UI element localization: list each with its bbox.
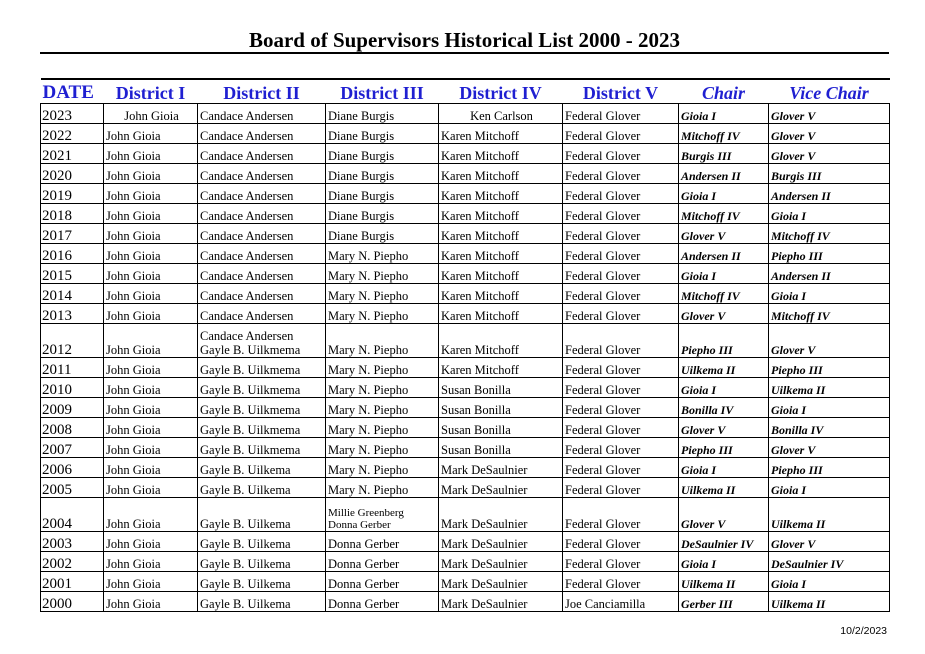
cell-district-1: John Gioia: [104, 458, 198, 478]
cell-district-2: [198, 144, 326, 164]
cell-district-1: John Gioia: [104, 244, 198, 264]
cell-year: 2020: [41, 164, 104, 184]
cell-district-2: [198, 358, 326, 378]
cell-year: 2023: [41, 104, 104, 124]
cell-district-5: Federal Glover: [563, 458, 679, 478]
cell-year: 2005: [41, 478, 104, 498]
historical-table: [40, 78, 890, 612]
cell-district-5: Federal Glover: [563, 184, 679, 204]
cell-district-1: John Gioia: [104, 164, 198, 184]
cell-district-1: John Gioia: [104, 184, 198, 204]
cell-district-5: Federal Glover: [563, 398, 679, 418]
cell-district-1: John Gioia: [104, 284, 198, 304]
cell-district-3: [326, 144, 439, 164]
cell-year: 2017: [41, 224, 104, 244]
cell-year: 2003: [41, 532, 104, 552]
cell-district-2-name: Gayle B. Uilkmema: [200, 443, 301, 457]
cell-district-5: Federal Glover: [563, 264, 679, 284]
cell-district-1: John Gioia: [104, 224, 198, 244]
cell-year: 2007: [41, 438, 104, 458]
cell-vice-chair: Bonilla IV: [769, 418, 890, 438]
cell-district-2: [198, 264, 326, 284]
cell-chair: Gioia I: [679, 552, 769, 572]
cell-district-3-name: Mary N. Piepho: [328, 309, 409, 323]
cell-district-1: John Gioia: [104, 592, 198, 612]
cell-district-2-name: Gayle B. Uilkema: [200, 557, 291, 571]
cell-district-2: [198, 324, 326, 358]
table-row: [41, 358, 890, 378]
cell-district-4: Mark DeSaulnier: [439, 592, 563, 612]
cell-district-1: John Gioia: [104, 264, 198, 284]
cell-district-5: Federal Glover: [563, 552, 679, 572]
cell-district-3-name: Mary N. Piepho: [328, 423, 409, 437]
cell-district-3-name: Mary N. Piepho: [328, 289, 409, 303]
cell-district-5: Federal Glover: [563, 572, 679, 592]
cell-district-2-name: Candace Andersen: [200, 189, 294, 203]
cell-district-5: Federal Glover: [563, 418, 679, 438]
cell-year: 2012: [41, 324, 104, 358]
cell-district-3: [326, 358, 439, 378]
cell-district-3-name: Donna Gerber: [328, 597, 400, 611]
cell-district-2-name: Gayle B. Uilkmema: [200, 383, 301, 397]
cell-district-3-name: Diane Burgis: [328, 209, 395, 223]
cell-year: 2011: [41, 358, 104, 378]
cell-district-2: [198, 438, 326, 458]
cell-vice-chair: Andersen II: [769, 264, 890, 284]
table-row: [41, 532, 890, 552]
header-district-1: District I: [104, 79, 198, 104]
header-chair: Chair: [679, 79, 769, 104]
cell-vice-chair: Glover V: [769, 438, 890, 458]
cell-year: 2009: [41, 398, 104, 418]
cell-district-2: [198, 458, 326, 478]
table-row: [41, 458, 890, 478]
cell-chair: Mitchoff IV: [679, 124, 769, 144]
cell-district-3-name: Diane Burgis: [328, 189, 395, 203]
cell-district-3: [326, 478, 439, 498]
cell-year: 2014: [41, 284, 104, 304]
table-row: [41, 224, 890, 244]
cell-district-5: Federal Glover: [563, 104, 679, 124]
table-row: [41, 184, 890, 204]
cell-district-2-name: Candace Andersen: [200, 109, 294, 123]
cell-district-4: Mark DeSaulnier: [439, 572, 563, 592]
cell-year: 2018: [41, 204, 104, 224]
cell-district-5: Federal Glover: [563, 478, 679, 498]
cell-district-4: Karen Mitchoff: [439, 184, 563, 204]
cell-district-3-name: Millie Greenberg: [328, 507, 404, 519]
cell-district-1: John Gioia: [104, 358, 198, 378]
cell-year: 2015: [41, 264, 104, 284]
cell-chair: Gioia I: [679, 184, 769, 204]
cell-district-1: John Gioia: [104, 532, 198, 552]
cell-district-2: [198, 304, 326, 324]
cell-district-2-name: Gayle B. Uilkmema: [200, 423, 301, 437]
cell-district-1: John Gioia: [104, 398, 198, 418]
cell-district-5: Federal Glover: [563, 304, 679, 324]
table-row: [41, 204, 890, 224]
cell-chair: Burgis III: [679, 144, 769, 164]
cell-district-1: John Gioia: [104, 144, 198, 164]
page-title: Board of Supervisors Historical List 2000 - 2023: [248, 28, 681, 52]
cell-vice-chair: Gioia I: [769, 572, 890, 592]
cell-district-3-name: Mary N. Piepho: [328, 343, 409, 357]
cell-district-4: Karen Mitchoff: [439, 124, 563, 144]
cell-district-5: Federal Glover: [563, 438, 679, 458]
cell-district-2-name: Candace Andersen: [200, 229, 294, 243]
cell-district-3: [326, 458, 439, 478]
cell-vice-chair: Glover V: [769, 124, 890, 144]
cell-district-3-name: Mary N. Piepho: [328, 463, 409, 477]
cell-district-2: [198, 552, 326, 572]
cell-district-3: [326, 552, 439, 572]
cell-district-3: [326, 204, 439, 224]
cell-vice-chair: Glover V: [769, 324, 890, 358]
cell-year: 2004: [41, 498, 104, 532]
cell-district-4: Mark DeSaulnier: [439, 478, 563, 498]
cell-vice-chair: DeSaulnier IV: [769, 552, 890, 572]
cell-district-3-name: Diane Burgis: [328, 229, 395, 243]
cell-district-4: Susan Bonilla: [439, 398, 563, 418]
cell-district-2: [198, 104, 326, 124]
cell-year: 2006: [41, 458, 104, 478]
cell-district-3-name: Donna Gerber: [328, 519, 391, 531]
cell-vice-chair: Gioia I: [769, 204, 890, 224]
cell-district-4: Karen Mitchoff: [439, 244, 563, 264]
cell-vice-chair: Mitchoff IV: [769, 224, 890, 244]
table-body: [41, 104, 890, 612]
cell-chair: Andersen II: [679, 164, 769, 184]
cell-district-3-name: Donna Gerber: [328, 577, 400, 591]
cell-district-2-name: Candace Andersen: [200, 209, 294, 223]
cell-district-3: [326, 398, 439, 418]
cell-district-5: Federal Glover: [563, 204, 679, 224]
cell-district-3: [326, 378, 439, 398]
cell-district-5: Federal Glover: [563, 358, 679, 378]
cell-district-3: [326, 104, 439, 124]
cell-district-2: [198, 224, 326, 244]
cell-district-3-name: Diane Burgis: [328, 149, 395, 163]
cell-district-2-name: Candace Andersen: [200, 289, 294, 303]
cell-chair: Gioia I: [679, 264, 769, 284]
cell-chair: Glover V: [679, 418, 769, 438]
cell-chair: Andersen II: [679, 244, 769, 264]
cell-district-3: [326, 244, 439, 264]
cell-district-4: Karen Mitchoff: [439, 358, 563, 378]
cell-district-2: [198, 592, 326, 612]
cell-district-2-name: Gayle B. Uilkema: [200, 577, 291, 591]
cell-district-5: Federal Glover: [563, 324, 679, 358]
cell-district-2-name: Candace Andersen: [200, 309, 294, 323]
table-row: [41, 244, 890, 264]
table-row: [41, 324, 890, 358]
cell-district-3-name: Mary N. Piepho: [328, 483, 409, 497]
cell-year: 2010: [41, 378, 104, 398]
cell-vice-chair: Burgis III: [769, 164, 890, 184]
cell-district-1: John Gioia: [104, 552, 198, 572]
table-row: [41, 144, 890, 164]
cell-vice-chair: Glover V: [769, 532, 890, 552]
cell-district-2: [198, 378, 326, 398]
table-row: [41, 418, 890, 438]
cell-chair: Gioia I: [679, 104, 769, 124]
cell-district-5: Federal Glover: [563, 164, 679, 184]
cell-vice-chair: Glover V: [769, 104, 890, 124]
cell-district-3-name: Diane Burgis: [328, 129, 395, 143]
cell-district-4: Mark DeSaulnier: [439, 498, 563, 532]
cell-district-2-name: Candace Andersen: [200, 129, 294, 143]
cell-chair: Glover V: [679, 498, 769, 532]
cell-chair: Mitchoff IV: [679, 204, 769, 224]
cell-vice-chair: Piepho III: [769, 358, 890, 378]
cell-district-2-name: Gayle B. Uilkmema: [200, 403, 301, 417]
cell-district-2: [198, 418, 326, 438]
cell-chair: Mitchoff IV: [679, 284, 769, 304]
cell-district-2-name: Candace Andersen: [200, 169, 294, 183]
cell-chair: Glover V: [679, 224, 769, 244]
cell-district-2-name: Gayle B. Uilkema: [200, 537, 291, 551]
cell-district-2-name: Gayle B. Uilkema: [200, 597, 291, 611]
cell-district-5: Federal Glover: [563, 284, 679, 304]
cell-district-2: [198, 572, 326, 592]
cell-district-2: [198, 398, 326, 418]
cell-year: 2008: [41, 418, 104, 438]
cell-district-4: Karen Mitchoff: [439, 284, 563, 304]
cell-chair: Bonilla IV: [679, 398, 769, 418]
cell-district-1: John Gioia: [104, 304, 198, 324]
cell-district-2-name: Gayle B. Uilkmema: [200, 343, 301, 357]
cell-district-2-name: Candace Andersen: [200, 149, 294, 163]
cell-district-2-name: Gayle B. Uilkema: [200, 517, 291, 531]
cell-district-5: Joe Canciamilla: [563, 592, 679, 612]
table-row: [41, 164, 890, 184]
cell-district-3: [326, 124, 439, 144]
header-vice-chair: Vice Chair: [769, 79, 890, 104]
cell-district-2-name: Gayle B. Uilkmema: [200, 363, 301, 377]
cell-district-2: [198, 532, 326, 552]
cell-district-4: Susan Bonilla: [439, 438, 563, 458]
cell-district-1: John Gioia: [104, 572, 198, 592]
cell-district-3-name: Mary N. Piepho: [328, 383, 409, 397]
cell-district-5: Federal Glover: [563, 124, 679, 144]
cell-district-4: Ken Carlson: [439, 104, 563, 124]
table-row: [41, 304, 890, 324]
table-row: [41, 264, 890, 284]
cell-year: 2002: [41, 552, 104, 572]
table-row: [41, 498, 890, 532]
cell-district-3: [326, 304, 439, 324]
cell-district-3: [326, 418, 439, 438]
cell-district-5: Federal Glover: [563, 532, 679, 552]
table-row: [41, 398, 890, 418]
cell-chair: Gioia I: [679, 378, 769, 398]
cell-district-2-name: Candace Andersen: [200, 249, 294, 263]
table-row: [41, 378, 890, 398]
cell-district-1: John Gioia: [104, 478, 198, 498]
cell-district-4: Karen Mitchoff: [439, 144, 563, 164]
cell-district-4: Karen Mitchoff: [439, 204, 563, 224]
table-row: [41, 552, 890, 572]
table-row: [41, 592, 890, 612]
cell-district-3-name: Donna Gerber: [328, 557, 400, 571]
cell-vice-chair: Gioia I: [769, 478, 890, 498]
header-district-4: District IV: [439, 79, 563, 104]
cell-vice-chair: Gioia I: [769, 398, 890, 418]
cell-district-2: [198, 204, 326, 224]
cell-district-4: Susan Bonilla: [439, 418, 563, 438]
cell-district-3: [326, 184, 439, 204]
cell-district-3-name: Mary N. Piepho: [328, 403, 409, 417]
cell-district-4: Susan Bonilla: [439, 378, 563, 398]
table-row: [41, 572, 890, 592]
cell-district-3-name: Mary N. Piepho: [328, 443, 409, 457]
cell-chair: Piepho III: [679, 438, 769, 458]
cell-district-4: Mark DeSaulnier: [439, 532, 563, 552]
cell-vice-chair: Andersen II: [769, 184, 890, 204]
cell-district-3-name: Donna Gerber: [328, 537, 400, 551]
cell-district-1: John Gioia: [104, 104, 198, 124]
table-row: [41, 124, 890, 144]
cell-district-2: [198, 124, 326, 144]
cell-district-2: [198, 244, 326, 264]
cell-district-4: Mark DeSaulnier: [439, 552, 563, 572]
cell-vice-chair: Mitchoff IV: [769, 304, 890, 324]
cell-vice-chair: Uilkema II: [769, 592, 890, 612]
cell-district-2: [198, 184, 326, 204]
cell-year: 2022: [41, 124, 104, 144]
cell-vice-chair: Glover V: [769, 144, 890, 164]
table-row: [41, 284, 890, 304]
cell-district-3: [326, 498, 439, 532]
cell-district-3: [326, 284, 439, 304]
cell-year: 2019: [41, 184, 104, 204]
table-row: [41, 104, 890, 124]
cell-district-1: John Gioia: [104, 418, 198, 438]
cell-district-3-name: Diane Burgis: [328, 169, 395, 183]
cell-chair: Uilkema II: [679, 358, 769, 378]
cell-district-4: Karen Mitchoff: [439, 224, 563, 244]
cell-chair: Glover V: [679, 304, 769, 324]
cell-district-3: [326, 224, 439, 244]
cell-district-3: [326, 324, 439, 358]
cell-chair: Gerber III: [679, 592, 769, 612]
cell-district-4: Karen Mitchoff: [439, 304, 563, 324]
cell-year: 2000: [41, 592, 104, 612]
cell-district-1: John Gioia: [104, 378, 198, 398]
cell-district-3: [326, 592, 439, 612]
cell-district-2-name: Gayle B. Uilkema: [200, 463, 291, 477]
cell-chair: DeSaulnier IV: [679, 532, 769, 552]
cell-district-4: Mark DeSaulnier: [439, 458, 563, 478]
cell-chair: Piepho III: [679, 324, 769, 358]
cell-district-2: [198, 478, 326, 498]
header-district-2: District II: [198, 79, 326, 104]
cell-district-2-name: Candace Andersen: [200, 269, 294, 283]
cell-vice-chair: Piepho III: [769, 458, 890, 478]
cell-district-3: [326, 164, 439, 184]
cell-district-4: Karen Mitchoff: [439, 264, 563, 284]
cell-district-5: Federal Glover: [563, 244, 679, 264]
cell-district-5: Federal Glover: [563, 144, 679, 164]
cell-district-3: [326, 532, 439, 552]
cell-district-3: [326, 572, 439, 592]
cell-district-1: John Gioia: [104, 204, 198, 224]
cell-district-2: [198, 498, 326, 532]
cell-district-1: John Gioia: [104, 124, 198, 144]
cell-district-3-name: Mary N. Piepho: [328, 363, 409, 377]
cell-district-1: John Gioia: [104, 498, 198, 532]
footer-date: 10/2/2023: [840, 625, 887, 637]
cell-district-5: Federal Glover: [563, 498, 679, 532]
cell-district-3-name: Diane Burgis: [328, 109, 395, 123]
cell-vice-chair: Uilkema II: [769, 378, 890, 398]
cell-chair: Uilkema II: [679, 572, 769, 592]
cell-year: 2016: [41, 244, 104, 264]
cell-year: 2001: [41, 572, 104, 592]
table-row: [41, 478, 890, 498]
header-district-5: District V: [563, 79, 679, 104]
header-district-3: District III: [326, 79, 439, 104]
cell-district-4: Karen Mitchoff: [439, 324, 563, 358]
cell-district-2-name: Gayle B. Uilkema: [200, 483, 291, 497]
cell-district-2: [198, 164, 326, 184]
cell-chair: Gioia I: [679, 458, 769, 478]
cell-district-1: John Gioia: [104, 324, 198, 358]
table-row: [41, 438, 890, 458]
cell-district-5: Federal Glover: [563, 224, 679, 244]
cell-district-3-name: Mary N. Piepho: [328, 249, 409, 263]
title-divider: [40, 52, 889, 54]
cell-district-2-name: Candace Andersen: [200, 329, 294, 343]
cell-vice-chair: Piepho III: [769, 244, 890, 264]
cell-district-4: Karen Mitchoff: [439, 164, 563, 184]
cell-year: 2021: [41, 144, 104, 164]
cell-chair: Uilkema II: [679, 478, 769, 498]
cell-year: 2013: [41, 304, 104, 324]
header-date: DATE: [41, 79, 104, 104]
cell-district-3-name: Mary N. Piepho: [328, 269, 409, 283]
cell-district-1: John Gioia: [104, 438, 198, 458]
header-row: [41, 79, 890, 104]
cell-district-3: [326, 438, 439, 458]
cell-vice-chair: Uilkema II: [769, 498, 890, 532]
cell-vice-chair: Gioia I: [769, 284, 890, 304]
cell-district-3: [326, 264, 439, 284]
cell-district-2: [198, 284, 326, 304]
cell-district-5: Federal Glover: [563, 378, 679, 398]
